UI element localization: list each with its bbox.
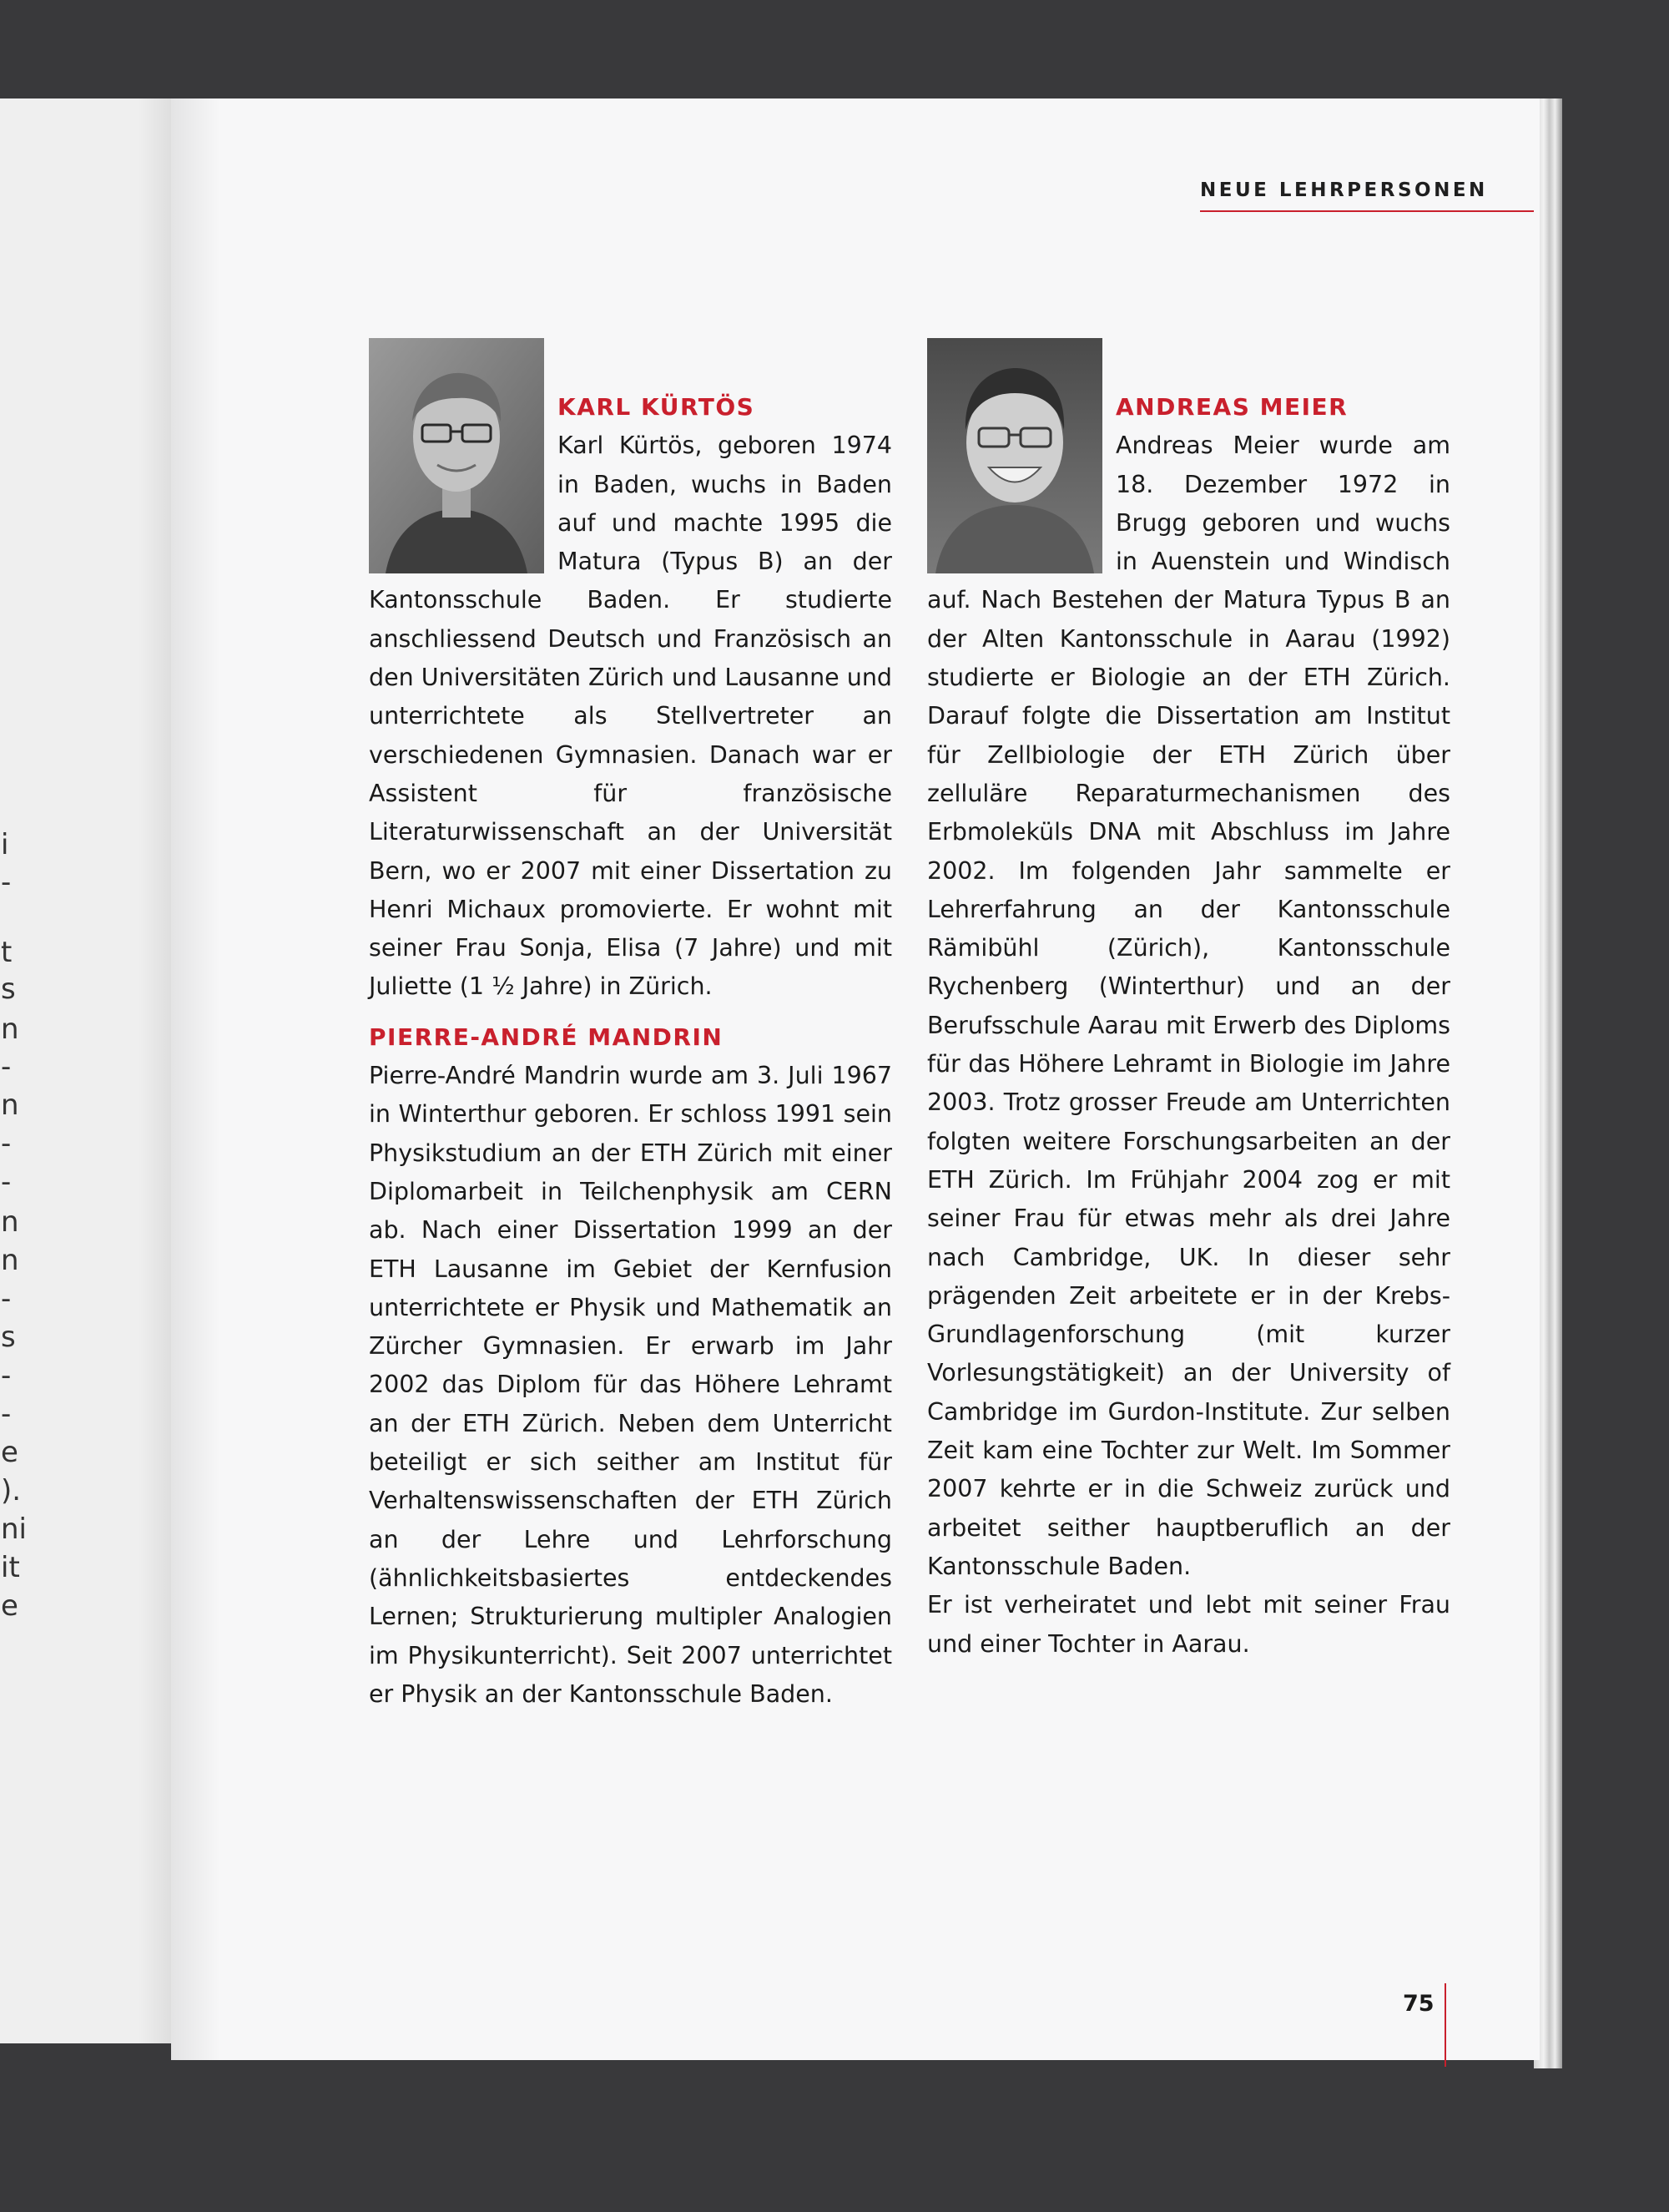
running-head: NEUE LEHRPERSONEN (1200, 179, 1488, 201)
page-number-rule (1445, 1983, 1446, 2067)
left-page-text-fragment: n (1, 1205, 19, 1239)
page-gutter-shadow (171, 98, 221, 2060)
left-page-text-fragment: i (1, 828, 9, 861)
magazine-page (171, 98, 1540, 2060)
left-page-text-fragment: - (1, 866, 12, 899)
page-number: 75 (1403, 1991, 1435, 2017)
left-page-text-fragment: n (1, 1088, 19, 1122)
left-page-text-fragment: e (1, 1589, 18, 1623)
left-page-text-fragment: ). (1, 1474, 22, 1507)
article-pierre-andre-mandrin (369, 1018, 892, 1714)
left-facing-page (0, 98, 171, 2043)
left-page-text-fragment: - (1, 1359, 12, 1392)
portrait-karl-kurtos-image (369, 338, 544, 573)
left-page-text-fragment: s (1, 1321, 16, 1354)
article-body: Karl Kürtös, geboren 1974 in Baden, wuchs in Baden auf und machte 1995 die Matura (Typus B) an der Kantonsschule Baden. Er studierte anschliessend Deutsch und Französisch an den Universitäten Zürich und Lausanne und unterrichtete als Stellvertreter an verschiedenen Gymnasien. Danach war er Assistent für französische Literaturwissenschaft an der Universität Bern, wo er 2007 mit einer Dissertation zu Henri Michaux promovierte. Er wohnt mit seiner Frau Sonja, Elisa (7 Jahre) und mit Juliette (1 ½ Jahre) in Zürich. (369, 432, 892, 1001)
article-andreas-meier (927, 338, 1450, 1664)
running-head-rule (1200, 210, 1534, 212)
article-heading: KARL KÜRTÖS (557, 393, 755, 421)
article-heading: ANDREAS MEIER (1116, 393, 1349, 421)
column-left (369, 338, 892, 1725)
article-heading: PIERRE-ANDRÉ MANDRIN (369, 1023, 724, 1051)
article-body: Pierre-André Mandrin wurde am 3. Juli 1967 in Winterthur geboren. Er schloss 1991 sein Physikstudium an der ETH Zürich mit einer Diplomarbeit in Teilchenphysik am CERN ab. Nach einer Dissertation 1999 an der ETH Lausanne im Gebiet der Kernfusion unterrichtete er Physik und Mathematik an Zürcher Gymnasien. Er erwarb im Jahr 2002 das Diplom für das Höhere Lehramt an der ETH Zürich. Neben dem Unterricht beteiligt er sich seither am Institut für Verhaltenswissenschaften der ETH Zürich an der Lehre und Lehrforschung (ähnlichkeitsbasiertes entdeckendes Lernen; Strukturierung multipler Analogien im Physikunterricht). Seit 2007 unterrichtet er Physik an der Kantonsschule Baden. (369, 1062, 892, 1708)
portrait-andreas-meier-image (927, 338, 1102, 573)
article-body: Andreas Meier wurde am 18. Dezember 1972 in Brugg geboren und wuchs in Auenstein und Windisch auf. Nach Bestehen der Matura Typus B an der Alten Kantonsschule in Aarau (1992) studierte er Biologie an der ETH Zürich. Darauf folgte die Dissertation am Institut für Zellbiologie der ETH Zürich über zelluläre Reparaturmechanismen des Erbmoleküls DNA mit Abschluss im Jahre 2002. Im folgenden Jahr sammelte er Lehrerfahrung an der Kantonsschule Rämibühl (Zürich), Kantonsschule Rychenberg (Winterthur) und an der Berufsschule Aarau mit Erwerb des Diploms für das Höhere Lehramt in Biologie im Jahre 2003. Trotz grosser Freude am Unterrichten folgten weitere Forschungsarbeiten an der ETH Zürich. Im Frühjahr 2004 zog er mit seiner Frau für etwas mehr als drei Jahre nach Cambridge, UK. In dieser sehr prägenden Zeit arbeitete er in der Krebs-Grundlagenforschung (mit kurzer Vorlesungstätigkeit) an der University of Cambridge im Gurdon-Institute. Zur selben Zeit kam eine Tochter zur Welt. Im Sommer 2007 kehrte er in die Schweiz zurück und arbeitet seither hauptberuflich an der Kantonsschule Baden. (927, 432, 1450, 1580)
left-page-text-fragment: s (1, 972, 16, 1006)
left-page-text-fragment: n (1, 1013, 19, 1046)
left-page-gutter-shadow (138, 98, 171, 2043)
left-page-text-fragment: - (1, 1127, 12, 1160)
portrait-photo-karl-kurtos (369, 338, 544, 573)
article-karl-kurtos (369, 338, 892, 1007)
left-page-text-fragment: - (1, 1282, 12, 1316)
left-page-text-fragment: ni (1, 1513, 27, 1546)
left-page-text-fragment: - (1, 1050, 12, 1083)
left-page-text-fragment: - (1, 1165, 12, 1199)
left-page-text-fragment: - (1, 1397, 12, 1431)
left-page-text-fragment: t (1, 936, 13, 969)
left-page-text-fragment: e (1, 1436, 18, 1469)
left-page-text-fragment: it (1, 1551, 20, 1584)
article-body: Er ist verheiratet und lebt mit seiner Frau und einer Tochter in Aarau. (927, 1591, 1450, 1658)
left-page-text-fragment: n (1, 1244, 19, 1277)
column-right (927, 338, 1450, 1675)
portrait-photo-andreas-meier (927, 338, 1102, 573)
